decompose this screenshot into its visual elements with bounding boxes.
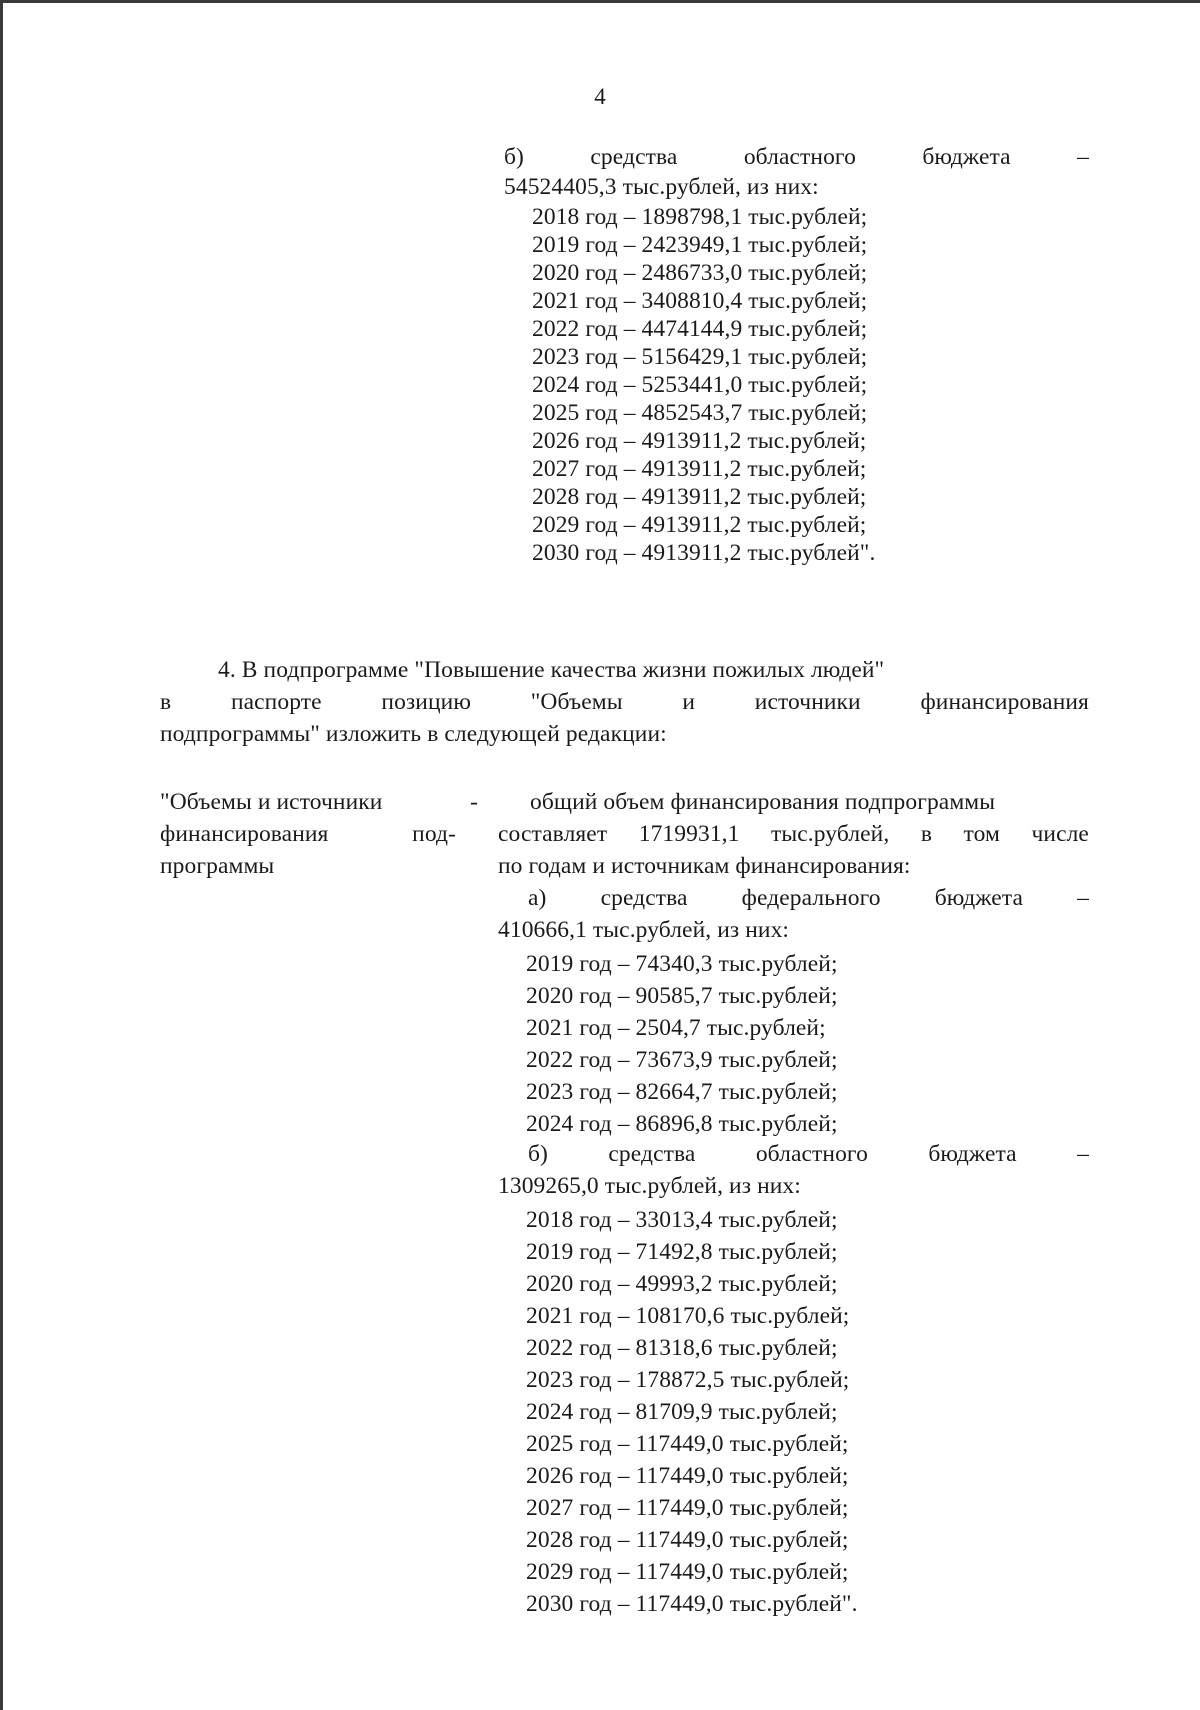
word: составляет: [498, 821, 608, 847]
year-line: 2023 год – 178872,5 тыс.рублей;: [526, 1367, 850, 1393]
word: финансирования: [160, 821, 329, 847]
year-line: 2027 год – 117449,0 тыс.рублей;: [526, 1495, 849, 1521]
word: областного: [755, 1141, 868, 1167]
year-line: 2021 год – 2504,7 тыс.рублей;: [526, 1015, 826, 1041]
year-line: 2022 год – 4474144,9 тыс.рублей;: [532, 316, 868, 342]
regional-budget-total: 54524405,3 тыс.рублей, из них:: [504, 174, 819, 200]
regional-budget-2-total: 1309265,0 тыс.рублей, из них:: [498, 1173, 801, 1199]
year-line: 2021 год – 108170,6 тыс.рублей;: [526, 1303, 850, 1329]
word: тыс.рублей,: [771, 821, 890, 847]
year-line: 2028 год – 4913911,2 тыс.рублей;: [532, 484, 867, 510]
word: –: [1077, 144, 1089, 170]
word: средства: [590, 144, 678, 170]
federal-budget-total: 410666,1 тыс.рублей, из них:: [498, 917, 790, 943]
word: средства: [608, 1141, 696, 1167]
financing-intro-line-1: общий объем финансирования подпрограммы: [530, 789, 996, 815]
year-line: 2024 год – 86896,8 тыс.рублей;: [526, 1111, 838, 1137]
year-line: 2018 год – 1898798,1 тыс.рублей;: [532, 204, 868, 230]
word: финансирования: [920, 689, 1089, 715]
financing-intro-line-2: [498, 820, 1089, 848]
position-label-line-1: [160, 788, 478, 816]
word: а): [528, 885, 547, 911]
paragraph-4-line-3: подпрограммы" изложить в следующей редакции:: [160, 721, 667, 747]
word: и: [682, 689, 696, 715]
year-line: 2024 год – 5253441,0 тыс.рублей;: [532, 372, 868, 398]
year-line: 2026 год – 117449,0 тыс.рублей;: [526, 1463, 849, 1489]
word: 1719931,1: [638, 821, 740, 847]
word: в: [160, 689, 172, 715]
word: б): [528, 1141, 548, 1167]
year-line: 2022 год – 81318,6 тыс.рублей;: [526, 1335, 838, 1361]
regional-budget-2-years-list: [526, 1204, 858, 1620]
word: областного: [743, 144, 856, 170]
word: "Объемы: [530, 689, 623, 715]
paragraph-4-line-2: [160, 688, 1089, 716]
word: в: [920, 821, 933, 847]
word: –: [1077, 1141, 1089, 1167]
word: позицию: [381, 689, 471, 715]
regional-budget-heading: [504, 143, 1089, 171]
word: б): [504, 144, 524, 170]
year-line: 2030 год – 4913911,2 тыс.рублей".: [532, 540, 876, 566]
year-line: 2026 год – 4913911,2 тыс.рублей;: [532, 428, 867, 454]
word: "Объемы и источники: [160, 789, 383, 815]
regional-budget-2-heading: [528, 1140, 1089, 1168]
year-line: 2029 год – 4913911,2 тыс.рублей;: [532, 512, 867, 538]
year-line: 2019 год – 2423949,1 тыс.рублей;: [532, 232, 868, 258]
year-line: 2024 год – 81709,9 тыс.рублей;: [526, 1399, 838, 1425]
federal-budget-heading: [528, 884, 1089, 912]
federal-budget-years-list: [526, 948, 838, 1140]
year-line: 2021 год – 3408810,4 тыс.рублей;: [532, 288, 868, 314]
scan-edge-top: [0, 0, 1200, 3]
page-number: 4: [594, 84, 606, 109]
word: источники: [754, 689, 861, 715]
word: под-: [412, 821, 456, 847]
word: бюджета: [934, 885, 1024, 911]
year-line: 2028 год – 117449,0 тыс.рублей;: [526, 1527, 849, 1553]
year-line: 2020 год – 90585,7 тыс.рублей;: [526, 983, 838, 1009]
word: средства: [600, 885, 688, 911]
year-line: 2027 год – 4913911,2 тыс.рублей;: [532, 456, 867, 482]
year-line: 2030 год – 117449,0 тыс.рублей".: [526, 1591, 858, 1617]
year-line: 2025 год – 4852543,7 тыс.рублей;: [532, 400, 868, 426]
year-line: 2023 год – 82664,7 тыс.рублей;: [526, 1079, 838, 1105]
year-line: 2020 год – 2486733,0 тыс.рублей;: [532, 260, 868, 286]
year-line: 2020 год – 49993,2 тыс.рублей;: [526, 1271, 838, 1297]
year-line: 2025 год – 117449,0 тыс.рублей;: [526, 1431, 849, 1457]
word: паспорте: [230, 689, 322, 715]
year-line: 2022 год – 73673,9 тыс.рублей;: [526, 1047, 838, 1073]
year-line: 2023 год – 5156429,1 тыс.рублей;: [532, 344, 868, 370]
financing-intro-line-3: по годам и источникам финансирования:: [498, 853, 911, 879]
year-line: 2018 год – 33013,4 тыс.рублей;: [526, 1207, 838, 1233]
year-line: 2029 год – 117449,0 тыс.рублей;: [526, 1559, 849, 1585]
regional-budget-years-list: [532, 203, 875, 567]
position-label-line-3: программы: [160, 853, 275, 879]
year-line: 2019 год – 71492,8 тыс.рублей;: [526, 1239, 838, 1265]
position-label-line-2: [160, 820, 456, 848]
word: бюджета: [928, 1141, 1017, 1167]
year-line: 2019 год – 74340,3 тыс.рублей;: [526, 951, 838, 977]
word: -: [470, 789, 478, 815]
word: бюджета: [922, 144, 1011, 170]
word: том: [963, 821, 1000, 847]
paragraph-4-line-1: 4. В подпрограмме "Повышение качества жизни пожилых людей": [218, 657, 885, 683]
word: числе: [1031, 821, 1089, 847]
word: федерального: [741, 885, 881, 911]
word: –: [1077, 885, 1089, 911]
scan-edge-left: [0, 0, 3, 1710]
